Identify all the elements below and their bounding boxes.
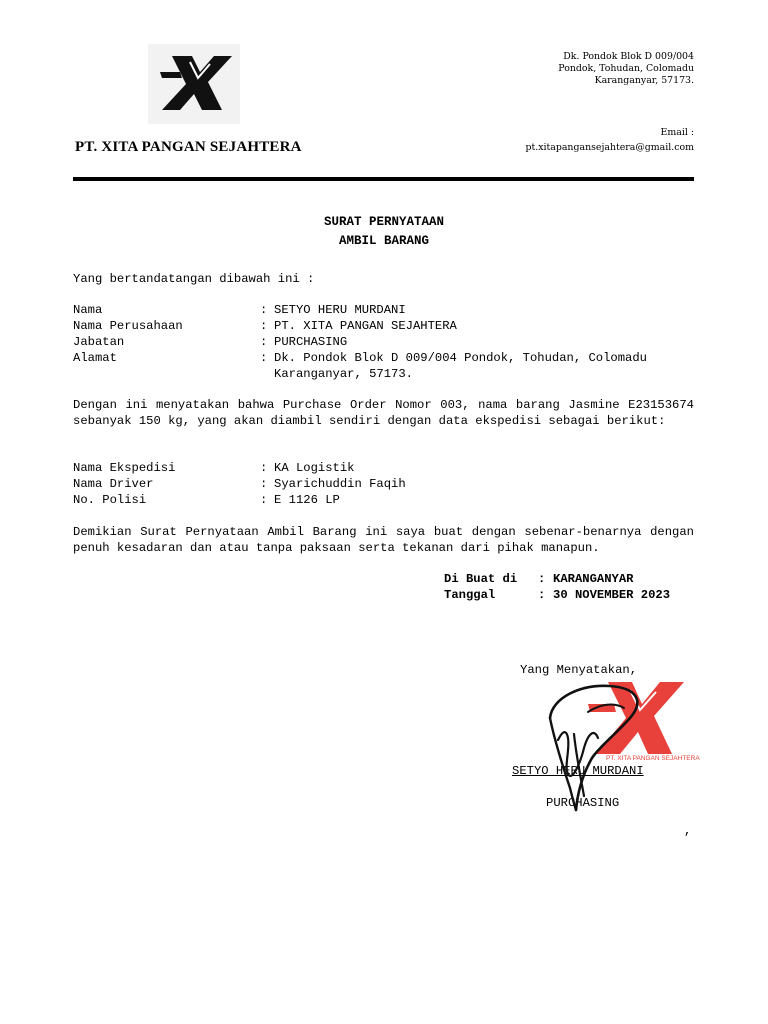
signature-heading: Yang Menyatakan, [520, 663, 638, 677]
signer-name: SETYO HERU MURDANI [512, 764, 644, 778]
company-address [558, 51, 694, 87]
company-name: PT. XITA PANGAN SEJAHTERA [75, 139, 302, 155]
date-label: Tanggal [444, 588, 496, 602]
place-value: KARANGANYAR [553, 572, 634, 586]
company-email [525, 126, 694, 155]
address-line: Dk. Pondok Blok D 009/004 [563, 51, 694, 62]
closing-paragraph: Demikian Surat Pernyataan Ambil Barang ini saya buat dengan sebenar-benarnya dengan penuh kesadaran dan atau tanpa paksaan serta tekanan dari pihak manapun. [73, 525, 694, 555]
field-label-perusahaan: Nama Perusahaan [73, 319, 183, 333]
field-colon: : [260, 477, 268, 491]
field-label-nama: Nama [73, 303, 103, 317]
stamp-text: PT. XITA PANGAN SEJAHTERA [606, 755, 700, 762]
field-colon: : [538, 572, 546, 586]
field-colon: : [260, 319, 268, 333]
date-value: 30 NOVEMBER 2023 [553, 588, 671, 602]
field-value-nama: SETYO HERU MURDANI [274, 303, 406, 317]
field-colon: : [260, 335, 268, 349]
intro-text: Yang bertandatangan dibawah ini : [73, 272, 315, 286]
letterhead-divider [73, 177, 694, 181]
field-label-polisi: No. Polisi [73, 493, 147, 507]
trailing-mark: , [684, 824, 692, 838]
company-logo [148, 44, 240, 124]
address-line: Pondok, Tohudan, Colomadu [558, 63, 694, 74]
field-label-driver: Nama Driver [73, 477, 154, 491]
document-subtitle: AMBIL BARANG [338, 234, 429, 248]
document-title: SURAT PERNYATAAN [323, 215, 445, 229]
field-colon: : [260, 493, 268, 507]
signer-position: PURCHASING [546, 796, 620, 810]
place-label: Di Buat di [444, 572, 518, 586]
field-colon: : [260, 303, 268, 317]
handwritten-signature [540, 678, 650, 816]
field-label-jabatan: Jabatan [73, 335, 125, 349]
field-value-ekspedisi: KA Logistik [274, 461, 355, 475]
field-value-alamat: Dk. Pondok Blok D 009/004 Pondok, Tohudan, Colomadu [274, 351, 647, 365]
field-value-polisi: E 1126 LP [274, 493, 340, 507]
x-logo-icon [154, 52, 234, 116]
field-value-jabatan: PURCHASING [274, 335, 348, 349]
email-label: Email : [660, 127, 694, 138]
field-label-alamat: Alamat [73, 351, 117, 365]
field-colon: : [538, 588, 546, 602]
statement-paragraph: Dengan ini menyatakan bahwa Purchase Order Nomor 003, nama barang Jasmine E23153674 sebanyak 150 kg, yang akan diambil sendiri dengan data ekspedisi sebagai berikut: [73, 398, 694, 428]
field-colon: : [260, 461, 268, 475]
email-address: pt.xitapangansejahtera@gmail.com [525, 141, 694, 153]
field-value-alamat-line2: Karanganyar, 57173. [274, 367, 413, 381]
field-label-ekspedisi: Nama Ekspedisi [73, 461, 176, 475]
field-value-driver: Syarichuddin Faqih [274, 477, 406, 491]
field-value-perusahaan: PT. XITA PANGAN SEJAHTERA [274, 319, 457, 333]
field-colon: : [260, 351, 268, 365]
address-line: Karanganyar, 57173. [594, 75, 694, 86]
